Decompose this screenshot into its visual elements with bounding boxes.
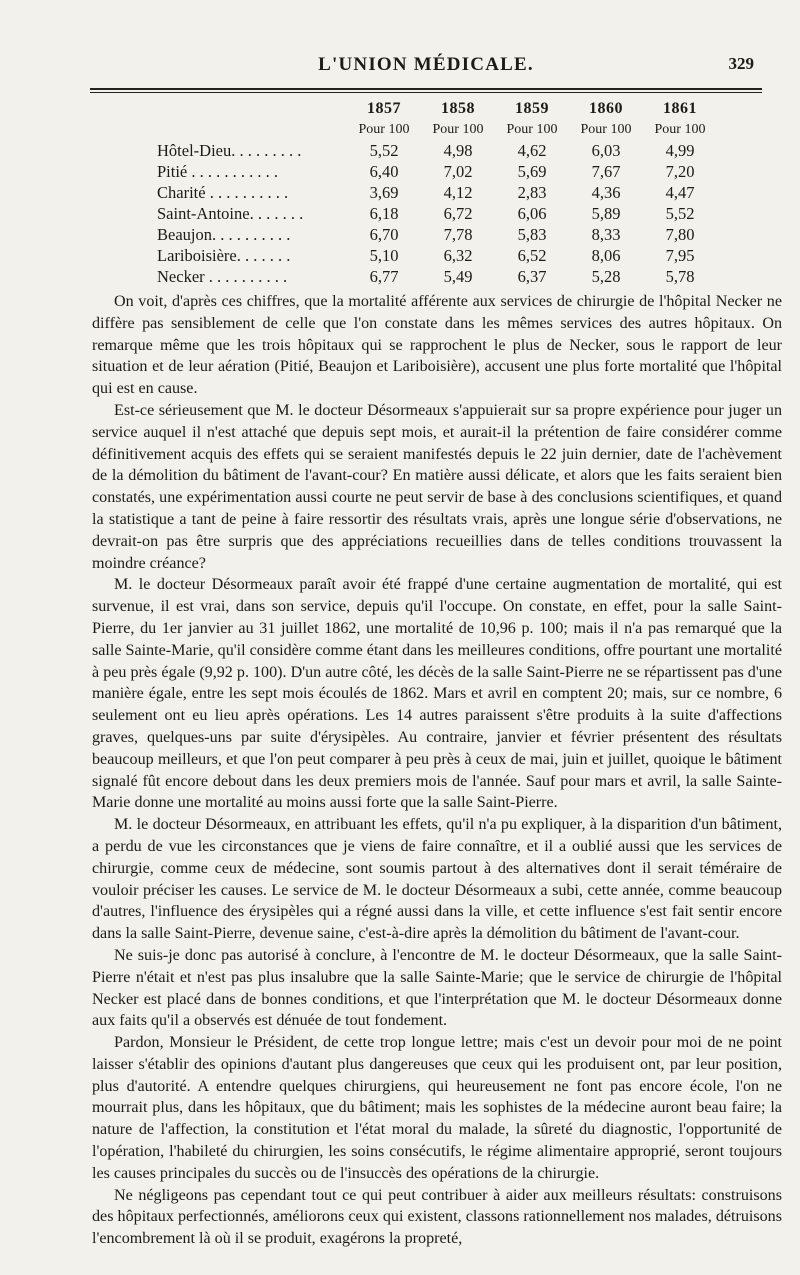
hospital-label: Charité . . . . . . . . . . — [157, 183, 289, 202]
mortality-value: 7,02 — [443, 162, 473, 181]
mortality-value: 7,80 — [665, 225, 695, 244]
paragraph: Est-ce sérieusement que M. le docteur Désormeaux s'appuierait sur sa propre expérience pour juger un service auquel il n'est attaché que depuis sept mois, et aurait-il la prétention de faire considérer comme définitivement acquis des effets qui se seraient manifestés depuis le 22 juin dernier, date de l'achèvement de la démolition du bâtiment de l'avant-cour? En matière aussi délicate, et alors que les faits seraient bien constatés, une expérimentation aussi courte ne peut servir de base à des conclusions scientifiques, et quand la statistique a tant de peine à faire ressortir des résultats vrais, après une longue série d'observations, ne devrait-on pas être surpris que des appréciations recueillies dans de telles conditions trouvassent la moindre créance? — [92, 401, 782, 572]
unit-label: Pour 100 — [432, 122, 484, 137]
paragraph: M. le docteur Désormeaux, en attribuant les effets, qu'il n'a pu expliquer, à la disparition d'un bâtiment, a perdu de vue les circonstances que je viens de faire connaître, et il a oublié aussi que les services de chirurgie, comme ceux de médecine, sont soumis partout à des alternatives dont il serait téméraire de vouloir préciser les causes. Le service de M. le docteur Désormeaux a subi, cette année, comme beaucoup d'autres, l'influence des érysipèles qui a régné aussi dans la ville, et cette influence s'est fait sentir encore dans la salle Saint-Pierre, devenue saine, c'est-à-dire après la démolition du bâtiment de l'avant-cour. — [92, 816, 782, 943]
mortality-value: 5,49 — [443, 267, 473, 286]
mortality-value: 4,98 — [443, 141, 473, 160]
mortality-table — [157, 98, 717, 287]
hospital-label: Lariboisière. . . . . . . — [157, 246, 291, 265]
mortality-value: 5,83 — [517, 225, 547, 244]
mortality-value: 7,95 — [665, 246, 695, 265]
table-row — [157, 140, 717, 161]
year-header: 1857 — [367, 100, 401, 117]
table-year-row — [157, 98, 717, 119]
table-body — [157, 140, 717, 287]
mortality-value: 6,40 — [369, 162, 399, 181]
page-number: 329 — [728, 54, 754, 73]
mortality-value: 8,33 — [591, 225, 621, 244]
unit-label: Pour 100 — [358, 122, 410, 137]
mortality-value: 5,89 — [591, 204, 621, 223]
table-row — [157, 182, 717, 203]
hospital-label: Saint-Antoine. . . . . . . — [157, 204, 304, 223]
mortality-value: 6,70 — [369, 225, 399, 244]
mortality-value: 5,52 — [369, 141, 399, 160]
table-row — [157, 266, 717, 287]
year-header: 1860 — [589, 100, 623, 117]
year-header: 1859 — [515, 100, 549, 117]
mortality-value: 2,83 — [517, 183, 547, 202]
mortality-value: 4,36 — [591, 183, 621, 202]
table-row — [157, 245, 717, 266]
mortality-value: 4,47 — [665, 183, 695, 202]
paragraph: Ne négligeons pas cependant tout ce qui peut contribuer à aider aux meilleurs résultats: construisons des hôpitaux perfectionnés, améliorons ceux qui existent, classons rationnellement nos malades, détruisons l'encombrement là où il se produit, exagérons la propreté, — [92, 1186, 782, 1248]
paragraph: M. le docteur Désormeaux paraît avoir été frappé d'une certaine augmentation de mortalité, qui est survenue, il est vrai, dans son service, depuis qu'il l'occupe. On constate, en effet, pour la salle Saint-Pierre, du 1er janvier au 31 juillet 1862, une mortalité de 10,96 p. 100; mais il n'a pas remarqué que la salle Sainte-Marie, qu'il considère comme étant dans les meilleures conditions, offre pourtant une mortalité à peu près égale (9,92 p. 100). D'un autre côté, les décès de la salle Saint-Pierre ne se répartissent pas d'une manière égale, entre les sept mois écoulés de 1862. Mars et avril en comptent 20; mais, sur ce nombre, 6 seulement ont eu lieu après opérations. Les 14 autres paraissent s'être produits à la suite d'affections graves, quelques-uns par suite d'érysipèles. Au contraire, janvier et février présentent des résultats beaucoup meilleurs, et que l'on peut comparer à peu près à ceux de mai, juin et juillet, quoique le bâtiment signalé fût encore debout dans les deux premiers mois de l'année. Sauf pour mars et avril, la salle Sainte-Marie donne une mortalité au moins aussi forte que la salle Saint-Pierre. — [92, 576, 782, 812]
paragraph: Ne suis-je donc pas autorisé à conclure, à l'encontre de M. le docteur Désormeaux, que la salle Saint-Pierre n'était et n'est pas plus insalubre que la salle Sainte-Marie; que le service de chirurgie de l'hôpital Necker est placé dans de bonnes conditions, et que l'interprétation que M. le docteur Désormeaux donne aux faits qu'il a observés est dénuée de tout fondement. — [92, 946, 782, 1030]
paragraph: Pardon, Monsieur le Président, de cette trop longue lettre; mais c'est un devoir pour moi de ne point laisser s'établir des opinions d'autant plus dangereuses que ceux qui les produisent ont, par leur position, plus d'autorité. A entendre quelques chirurgiens, qui heureusement ne font pas encore école, l'on ne mourrait plus, dans les hôpitaux, que du bâtiment; mais les sophistes de la médecine auront beau faire; la nature de l'affection, la constitution et l'état moral du malade, la sûreté du diagnostic, l'opportunité de l'opération, l'habileté du chirurgien, les soins consécutifs, le régime alimentaire approprié, seront toujours les causes principales du succès ou de l'insuccès des opérations de la chirurgie. — [92, 1034, 782, 1182]
mortality-value: 3,69 — [369, 183, 399, 202]
hospital-label: Hôtel-Dieu. . . . . . . . . — [157, 141, 302, 160]
mortality-value: 8,06 — [591, 246, 621, 265]
unit-label: Pour 100 — [580, 122, 632, 137]
mortality-value: 4,12 — [443, 183, 473, 202]
mortality-value: 5,78 — [665, 267, 695, 286]
mortality-value: 7,78 — [443, 225, 473, 244]
mortality-value: 5,52 — [665, 204, 695, 223]
table-row — [157, 203, 717, 224]
hospital-label: Necker . . . . . . . . . . — [157, 267, 288, 286]
mortality-value: 6,37 — [517, 267, 547, 286]
header-rule-thin — [90, 92, 762, 93]
hospital-label: Beaujon. . . . . . . . . . — [157, 225, 291, 244]
mortality-value: 7,67 — [591, 162, 621, 181]
mortality-value: 5,10 — [369, 246, 399, 265]
year-header: 1861 — [663, 100, 697, 117]
table-unit-row — [157, 119, 717, 140]
unit-label: Pour 100 — [506, 122, 558, 137]
mortality-value: 5,69 — [517, 162, 547, 181]
year-header: 1858 — [441, 100, 475, 117]
unit-label: Pour 100 — [654, 122, 706, 137]
hospital-label: Pitié . . . . . . . . . . . — [157, 162, 279, 181]
mortality-value: 5,28 — [591, 267, 621, 286]
table-row — [157, 224, 717, 245]
mortality-value: 6,18 — [369, 204, 399, 223]
table-row — [157, 161, 717, 182]
mortality-value: 6,72 — [443, 204, 473, 223]
mortality-value: 6,03 — [591, 141, 621, 160]
journal-title: L'UNION MÉDICALE. — [318, 54, 534, 75]
mortality-value: 6,52 — [517, 246, 547, 265]
mortality-value: 6,06 — [517, 204, 547, 223]
mortality-value: 4,99 — [665, 141, 695, 160]
mortality-value: 7,20 — [665, 162, 695, 181]
article-body — [92, 291, 782, 1250]
mortality-value: 6,32 — [443, 246, 473, 265]
mortality-value: 4,62 — [517, 141, 547, 160]
page-header — [90, 54, 762, 80]
mortality-value: 6,77 — [369, 267, 399, 286]
paragraph: On voit, d'après ces chiffres, que la mortalité afférente aux services de chirurgie de l'hôpital Necker ne diffère pas sensiblement de celle que l'on constate dans les mêmes services des autres hôpitaux. On remarque même que les trois hôpitaux qui se rapprochent le plus de Necker, sous le rapport de leur situation et de leur aération (Pitié, Beaujon et Lariboisière), accusent une plus forte mortalité que l'hôpital qui est en cause. — [92, 293, 782, 398]
